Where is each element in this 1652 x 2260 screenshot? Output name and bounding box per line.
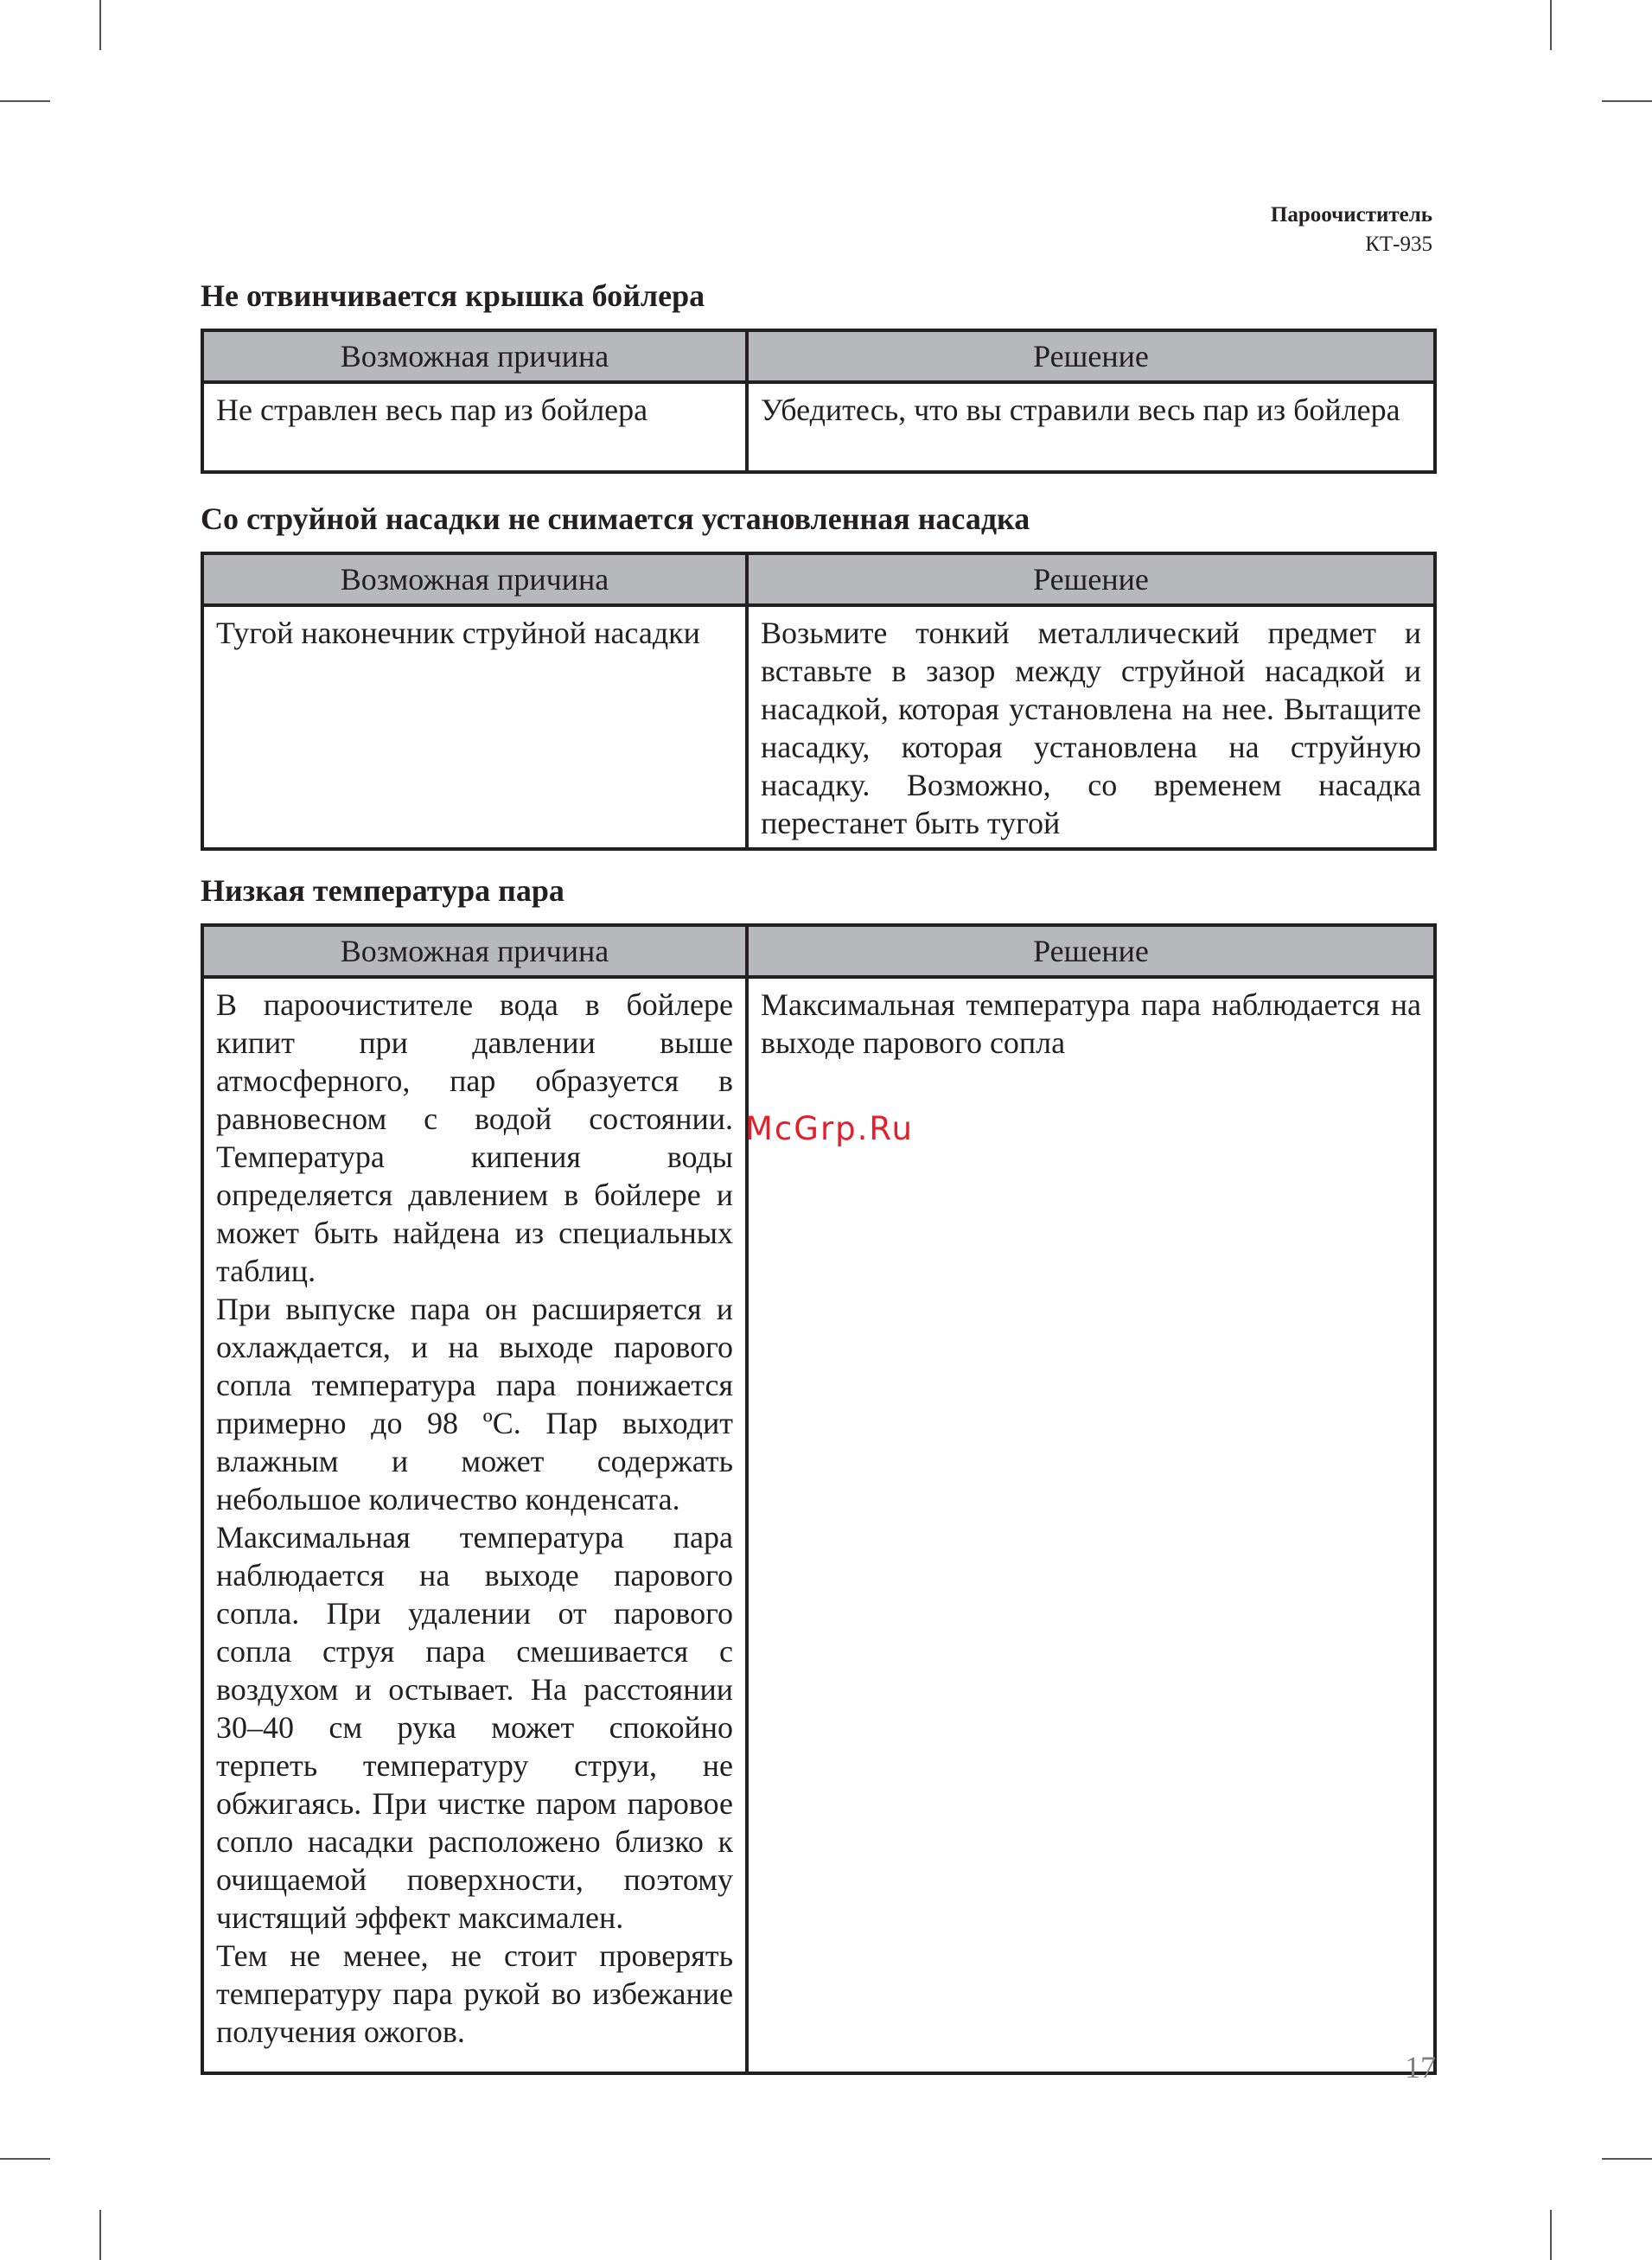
column-header-solution: Решение bbox=[747, 553, 1435, 605]
table-row bbox=[202, 605, 1435, 849]
section-title: Со струйной насадки не снимается установленная насадка bbox=[201, 501, 1030, 536]
crop-mark bbox=[1550, 0, 1552, 50]
troubleshooting-table bbox=[201, 923, 1437, 2075]
section-title: Низкая температура пара bbox=[201, 873, 564, 908]
page-number: 17 bbox=[1405, 2050, 1436, 2084]
crop-mark bbox=[99, 2210, 101, 2260]
solution-cell: Убедитесь, что вы стравили весь пар из бойлера bbox=[747, 382, 1435, 472]
crop-mark bbox=[1602, 2158, 1652, 2160]
column-header-solution: Решение bbox=[747, 330, 1435, 382]
crop-mark bbox=[0, 2158, 50, 2160]
product-name: Пароочиститель bbox=[1270, 203, 1432, 227]
cause-cell: В пароочистителе вода в бойлере кипит при давлении выше атмосферного, пар образуется в равновесном с водой состоянии. Температура кипения воды определяется давлением в бойлере и может быть найдена из специальных таблиц. При выпуске пара он расширяется и охлаждается, и на выходе парового сопла температура пара понижается примерно до 98 ºС. Пар выходит влажным и может содержать небольшое количество конденсата. Максимальная температура пара наблюдается на выходе парового сопла. При удалении от парового сопла струя пара смешивается с воздухом и остывает. На расстоянии 30–40 см рука может спокойно терпеть температуру струи, не обжигаясь. При чистке паром паровое сопло насадки расположено близко к очищаемой поверхности, поэтому чистящий эффект максимален. Тем не менее, не стоит проверять температуру пара рукой во избежание получения ожогов. bbox=[202, 977, 747, 2073]
column-header-cause: Возможная причина bbox=[202, 925, 747, 977]
table-row bbox=[202, 382, 1435, 472]
product-model: КТ-935 bbox=[1365, 233, 1432, 256]
cause-cell: Не стравлен весь пар из бойлера bbox=[202, 382, 747, 472]
troubleshooting-table bbox=[201, 552, 1437, 851]
page-header bbox=[1271, 201, 1432, 259]
solution-cell: Возьмите тонкий металлический предмет и вставьте в зазор между струйной насадкой и насадкой, которая установлена на нее. Вытащите насадку, которая установлена на струйную насадку. Возможно, со временем насадка перестанет быть тугой bbox=[747, 605, 1435, 849]
column-header-cause: Возможная причина bbox=[202, 553, 747, 605]
cause-cell: Тугой наконечник струйной насадки bbox=[202, 605, 747, 849]
crop-mark bbox=[1602, 100, 1652, 102]
crop-mark bbox=[0, 100, 50, 102]
solution-cell: Максимальная температура пара наблюдается на выходе парового сопла bbox=[747, 977, 1435, 2073]
column-header-cause: Возможная причина bbox=[202, 330, 747, 382]
section-title: Не отвинчивается крышка бойлера bbox=[201, 278, 705, 313]
troubleshooting-table bbox=[201, 329, 1437, 474]
watermark: McGrp.Ru bbox=[745, 1110, 914, 1147]
crop-mark bbox=[1550, 2210, 1552, 2260]
column-header-solution: Решение bbox=[747, 925, 1435, 977]
crop-mark bbox=[99, 0, 101, 50]
